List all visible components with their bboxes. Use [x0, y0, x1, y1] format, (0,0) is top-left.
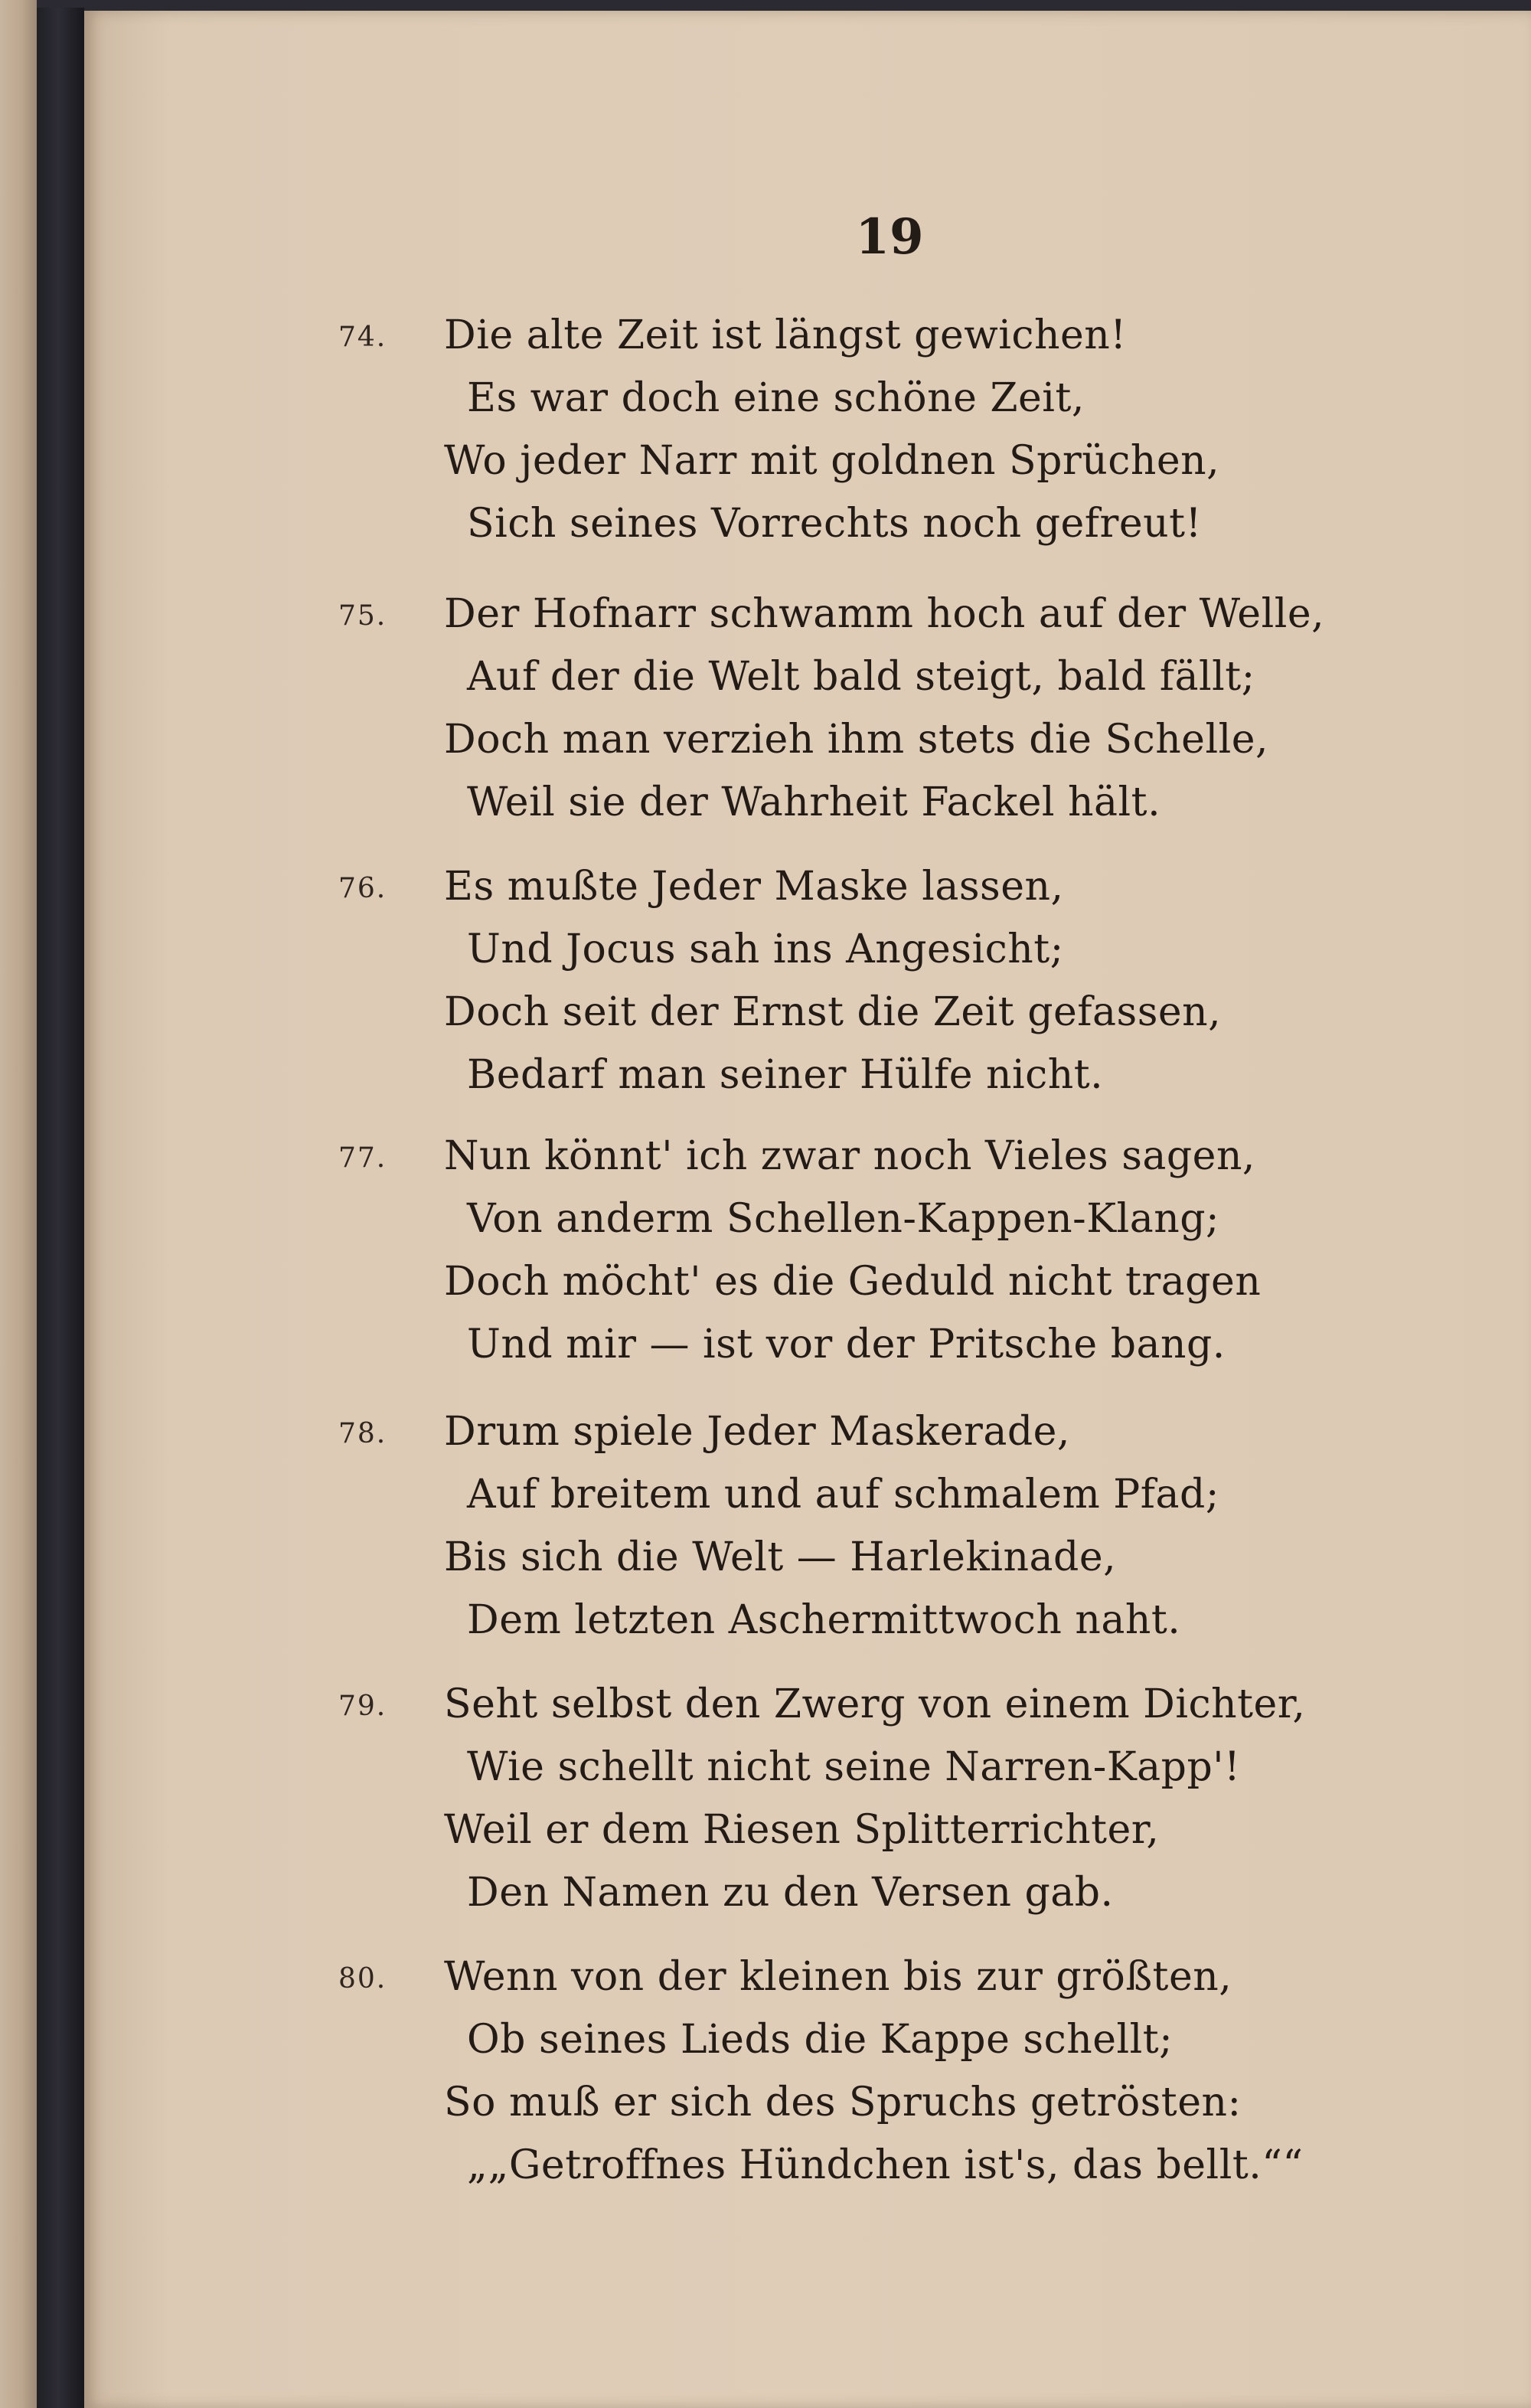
verse-line: Es war doch eine schöne Zeit,	[467, 375, 1085, 421]
verse-line: Wie schellt nicht seine Narren-Kapp'!	[467, 1744, 1241, 1790]
book-page	[84, 11, 1531, 2408]
verse-line: Die alte Zeit ist längst gewichen!	[444, 312, 1127, 358]
left-page-edge	[0, 0, 37, 2408]
stanza-number: 75.	[338, 600, 387, 632]
stanza-number: 79.	[338, 1691, 387, 1722]
stanza-number: 76.	[338, 873, 387, 904]
verse-line: Ob seines Lieds die Kappe schellt;	[467, 2017, 1174, 2063]
verse-line: Wo jeder Narr mit goldnen Sprüchen,	[444, 438, 1220, 484]
verse-line: Doch man verzieh ihm stets die Schelle,	[444, 717, 1269, 763]
stanza-number: 77.	[338, 1142, 387, 1174]
verse-line: Drum spiele Jeder Maskerade,	[444, 1409, 1070, 1455]
page-number: 19	[855, 208, 924, 266]
verse-line: Auf breitem und auf schmalem Pfad;	[467, 1472, 1219, 1518]
verse-line: „„Getroffnes Hündchen ist's, das bellt.““	[467, 2142, 1304, 2188]
verse-line: Und mir — ist vor der Pritsche bang.	[467, 1322, 1226, 1367]
verse-line: Von anderm Schellen-Kappen-Klang;	[467, 1196, 1219, 1242]
verse-line: Wenn von der kleinen bis zur größten,	[444, 1954, 1232, 2000]
verse-line: Es mußte Jeder Maske lassen,	[444, 864, 1064, 910]
verse-line: Nun könnt' ich zwar noch Vieles sagen,	[444, 1133, 1255, 1179]
verse-line: Seht selbst den Zwerg von einem Dichter,	[444, 1681, 1306, 1727]
verse-line: Dem letzten Aschermittwoch naht.	[467, 1597, 1181, 1643]
verse-line: Der Hofnarr schwamm hoch auf der Welle,	[444, 591, 1325, 637]
verse-line: Den Namen zu den Versen gab.	[467, 1870, 1114, 1916]
verse-line: Weil er dem Riesen Splitterrichter,	[444, 1807, 1160, 1853]
verse-line: Bedarf man seiner Hülfe nicht.	[467, 1052, 1104, 1098]
verse-line: Doch möcht' es die Geduld nicht tragen	[444, 1259, 1262, 1305]
stanza-number: 74.	[338, 322, 387, 353]
verse-line: So muß er sich des Spruchs getrösten:	[444, 2080, 1242, 2125]
stanza-number: 80.	[338, 1963, 387, 1995]
verse-line: Doch seit der Ernst die Zeit gefassen,	[444, 989, 1222, 1035]
verse-line: Auf der die Welt bald steigt, bald fällt;	[467, 654, 1255, 700]
verse-line: Und Jocus sah ins Angesicht;	[467, 926, 1064, 972]
book-spine	[37, 8, 84, 2408]
verse-line: Weil sie der Wahrheit Fackel hält.	[467, 779, 1161, 825]
stanza-number: 78.	[338, 1418, 387, 1449]
verse-line: Bis sich die Welt — Harlekinade,	[444, 1534, 1117, 1580]
verse-line: Sich seines Vorrechts noch gefreut!	[467, 501, 1202, 547]
